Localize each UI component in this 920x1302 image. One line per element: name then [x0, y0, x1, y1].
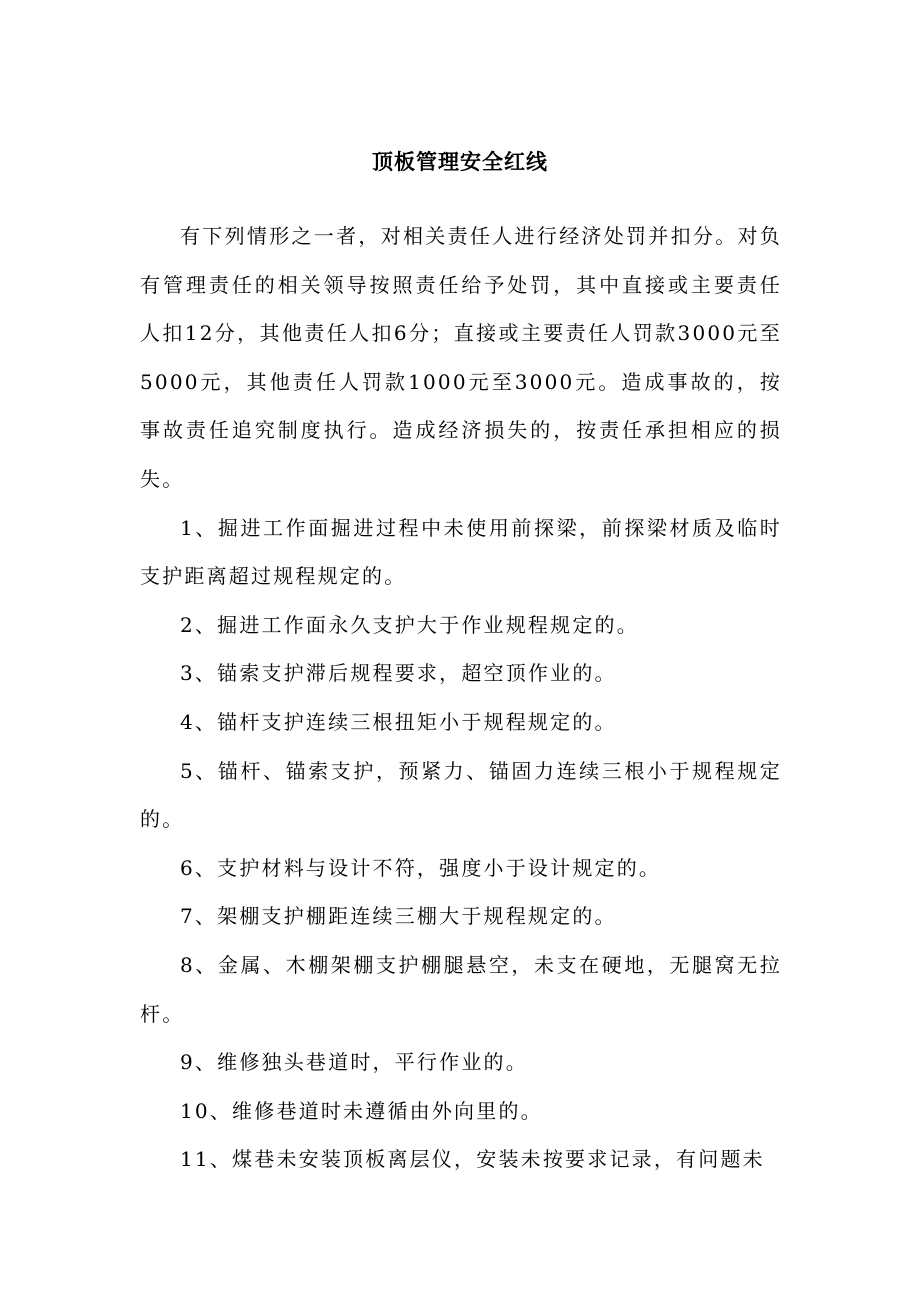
- rule-item-11: 11、煤巷未安装顶板离层仪，安装未按要求记录，有问题未: [180, 1147, 765, 1172]
- rule-item-6: 6、支护材料与设计不符，强度小于设计规定的。: [180, 855, 662, 880]
- rule-item-7: 7、架棚支护棚距连续三棚大于规程规定的。: [180, 904, 617, 929]
- rule-item-2: 2、掘进工作面永久支护大于作业规程规定的。: [180, 612, 639, 637]
- rule-item-8: 8、金属、木棚架棚支护棚腿悬空，未支在硬地，无腿窝无拉杆。: [140, 952, 782, 1026]
- document-body: [140, 212, 782, 1184]
- intro-paragraph: 有下列情形之一者，对相关责任人进行经济处罚并扣分。对负有管理责任的相关领导按照责任给予处罚，其中直接或主要责任人扣12分，其他责任人扣6分；直接或主要责任人罚款3000元至5000元，其他责任人罚款1000元至3000元。造成事故的，按事故责任追究制度执行。造成经济损失的，按责任承担相应的损失。: [140, 224, 782, 491]
- rule-item-4: 4、锚杆支护连续三根扭矩小于规程规定的。: [180, 709, 617, 734]
- rule-item-3: 3、锚索支护滞后规程要求，超空顶作业的。: [180, 661, 617, 686]
- rule-item-10: 10、维修巷道时未遵循由外向里的。: [180, 1098, 543, 1123]
- rule-item-5: 5、锚杆、锚索支护，预紧力、锚固力连续三根小于规程规定的。: [140, 758, 782, 832]
- rule-item-9: 9、维修独头巷道时，平行作业的。: [180, 1050, 528, 1075]
- page-title: 顶板管理安全红线: [372, 150, 548, 174]
- rule-item-1: 1、掘进工作面掘进过程中未使用前探梁，前探梁材质及临时支护距离超过规程规定的。: [140, 515, 782, 589]
